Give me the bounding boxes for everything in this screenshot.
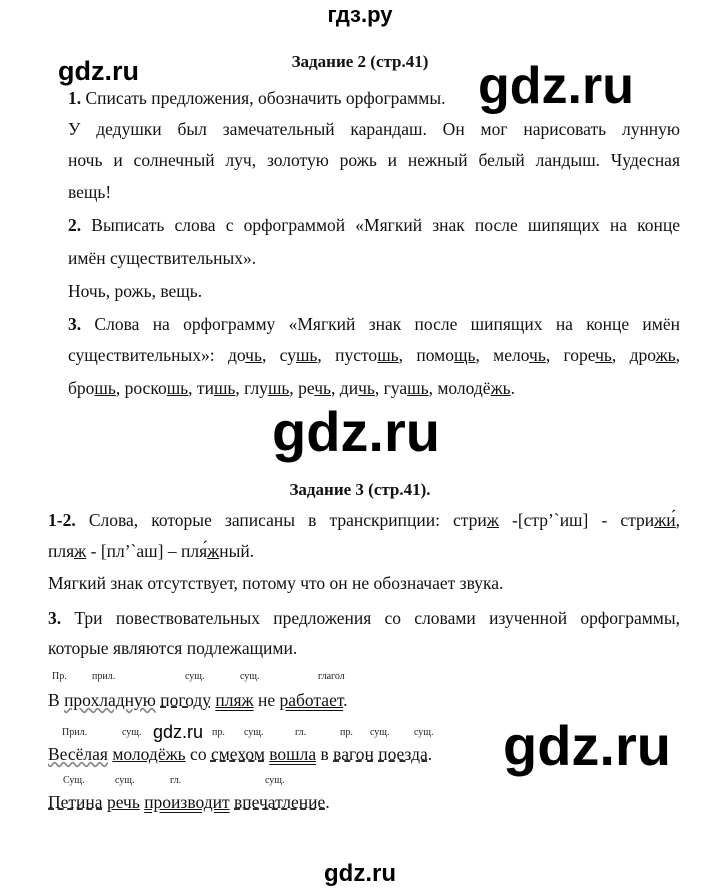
part-of-speech-label: пр. — [340, 727, 353, 738]
text-segment: , ре — [289, 378, 315, 398]
text-segment: . — [427, 744, 433, 764]
text-line — [48, 792, 330, 812]
part-of-speech-label: сущ. — [115, 775, 135, 786]
text-segment: бро — [68, 378, 95, 398]
part-of-speech-label: сущ. — [414, 727, 434, 738]
text-line — [48, 744, 432, 764]
text-line — [68, 345, 680, 365]
text-line — [68, 248, 256, 268]
text-line — [68, 215, 680, 235]
text-segment: речь — [106, 792, 140, 812]
text-segment: , — [675, 345, 681, 365]
text-segment: вошла — [269, 744, 317, 764]
text-line — [48, 638, 297, 658]
text-segment: 2. — [68, 215, 82, 235]
text-line — [68, 314, 680, 334]
text-line — [48, 541, 254, 561]
text-segment: Выписать слова с орфограммой «Мягкий знак после шипящих на конце — [81, 215, 680, 235]
text-segment: вещь! — [68, 182, 112, 202]
text-segment: . — [510, 378, 516, 398]
text-segment: , пусто — [317, 345, 378, 365]
text-segment: Мягкий знак отсутствует, потому что он не обозначает звука. — [48, 573, 504, 593]
text-segment: , молодё — [428, 378, 491, 398]
text-segment: Списать предложения, обозначить орфограммы. — [81, 88, 446, 108]
text-segment: не — [253, 690, 280, 710]
text-segment: , гуа — [374, 378, 408, 398]
text-segment: пляж — [215, 690, 254, 710]
text-segment: жь — [655, 345, 676, 365]
text-segment: чь — [358, 378, 375, 398]
part-of-speech-label: гл. — [170, 775, 182, 786]
text-segment: - [пл’`аш] – пля́ — [86, 541, 208, 561]
text-line — [68, 88, 445, 108]
text-segment: со — [185, 744, 211, 764]
text-segment: пля — [48, 541, 75, 561]
part-of-speech-label: Сущ. — [63, 775, 85, 786]
part-of-speech-label: прил. — [92, 671, 116, 682]
part-of-speech-label: сущ. — [122, 727, 142, 738]
text-segment: смехом — [210, 744, 265, 764]
text-segment: щь — [453, 345, 476, 365]
text-segment: производит — [144, 792, 230, 812]
text-segment: , ди — [331, 378, 359, 398]
text-line — [48, 510, 680, 530]
task2-title: Задание 2 (стр.41) — [291, 52, 429, 71]
text-segment: , су — [261, 345, 296, 365]
text-line — [48, 690, 348, 710]
text-segment: ж — [486, 510, 499, 530]
text-segment: Весёлая — [48, 744, 108, 764]
part-of-speech-label: пр. — [212, 727, 225, 738]
text-segment: погоду — [160, 690, 211, 710]
text-segment: , роско — [115, 378, 167, 398]
part-of-speech-label: сущ. — [265, 775, 285, 786]
text-segment: Слова на орфограмму «Мягкий знак после шипящих на конце имён — [81, 314, 680, 334]
text-segment: , помо — [398, 345, 454, 365]
text-segment: шь — [267, 378, 290, 398]
part-of-speech-label: сущ. — [185, 671, 205, 682]
text-line — [68, 150, 680, 170]
text-segment: У дедушки был замечательный карандаш. Он мог нарисовать лунную — [68, 119, 680, 139]
text-segment: ный. — [219, 541, 255, 561]
text-segment: шь — [166, 378, 189, 398]
text-segment: существительных»: до — [68, 345, 246, 365]
watermark: gdz.ru — [153, 722, 204, 742]
text-segment: которые являются подлежащими. — [48, 638, 298, 658]
text-segment: , горе — [545, 345, 596, 365]
text-segment: чь — [245, 345, 262, 365]
text-segment: работает — [279, 690, 344, 710]
part-of-speech-label: Прил. — [62, 727, 88, 738]
text-segment: 1. — [68, 88, 82, 108]
text-line — [68, 281, 202, 301]
text-segment: вагон — [333, 744, 374, 764]
text-segment: чь — [529, 345, 546, 365]
text-segment: 3. — [48, 608, 62, 628]
text-line — [68, 182, 111, 202]
text-segment: прохладную — [64, 690, 156, 710]
text-segment: жь — [490, 378, 511, 398]
text-line — [48, 608, 680, 628]
text-segment: ночь и солнечный луч, золотую рожь и нежный белый ландыш. Чудесная — [68, 150, 680, 170]
text-segment: -[стр’`иш] - стри — [498, 510, 655, 530]
part-of-speech-label: сущ. — [244, 727, 264, 738]
text-segment: Слова, которые записаны в транскрипции: стри — [75, 510, 487, 530]
text-segment: . — [325, 792, 330, 812]
text-line — [68, 378, 515, 398]
watermark: gdz.ru — [478, 57, 634, 115]
text-segment: , ти — [188, 378, 214, 398]
text-segment: имён существительных». — [68, 248, 257, 268]
text-segment: чь — [314, 378, 332, 398]
text-segment: 3. — [68, 314, 82, 334]
text-segment: , — [675, 510, 680, 530]
watermark: gdz.ru — [58, 56, 139, 86]
text-line — [48, 573, 503, 593]
text-segment: шь — [94, 378, 116, 398]
text-segment: шь — [295, 345, 318, 365]
text-segment: поезда — [378, 744, 428, 764]
text-segment: жи́ — [654, 510, 676, 530]
part-of-speech-label: сущ. — [370, 727, 390, 738]
text-line — [68, 119, 680, 139]
text-segment: Три повествовательных предложения со словами изученной орфограммы, — [61, 608, 680, 628]
watermark: gdz.ru — [503, 714, 671, 777]
text-segment: ж — [207, 541, 220, 561]
text-segment: В — [48, 690, 65, 710]
part-of-speech-label: Пр. — [52, 671, 67, 682]
part-of-speech-label: сущ. — [240, 671, 260, 682]
watermark: gdz.ru — [272, 400, 440, 463]
task3-title: Задание 3 (стр.41). — [289, 480, 431, 499]
text-segment: в — [316, 744, 334, 764]
text-segment: . — [343, 690, 348, 710]
text-segment: впечатление — [234, 792, 326, 812]
text-segment: шь — [407, 378, 429, 398]
text-segment: Ночь, рожь, вещь. — [68, 281, 203, 301]
text-segment: шь — [213, 378, 236, 398]
text-segment: , дро — [611, 345, 656, 365]
site-header: гдз.ру — [327, 2, 393, 27]
text-segment: , глу — [235, 378, 268, 398]
text-segment: , мело — [475, 345, 530, 365]
text-segment: шь — [377, 345, 399, 365]
part-of-speech-label: глагол — [318, 671, 345, 682]
text-segment: чь — [595, 345, 612, 365]
text-segment: ж — [74, 541, 87, 561]
watermark: gdz.ru — [324, 860, 396, 887]
part-of-speech-label: гл. — [295, 727, 307, 738]
text-segment: 1-2. — [48, 510, 76, 530]
text-segment: Петина — [48, 792, 103, 812]
text-segment: молодёжь — [112, 744, 186, 764]
